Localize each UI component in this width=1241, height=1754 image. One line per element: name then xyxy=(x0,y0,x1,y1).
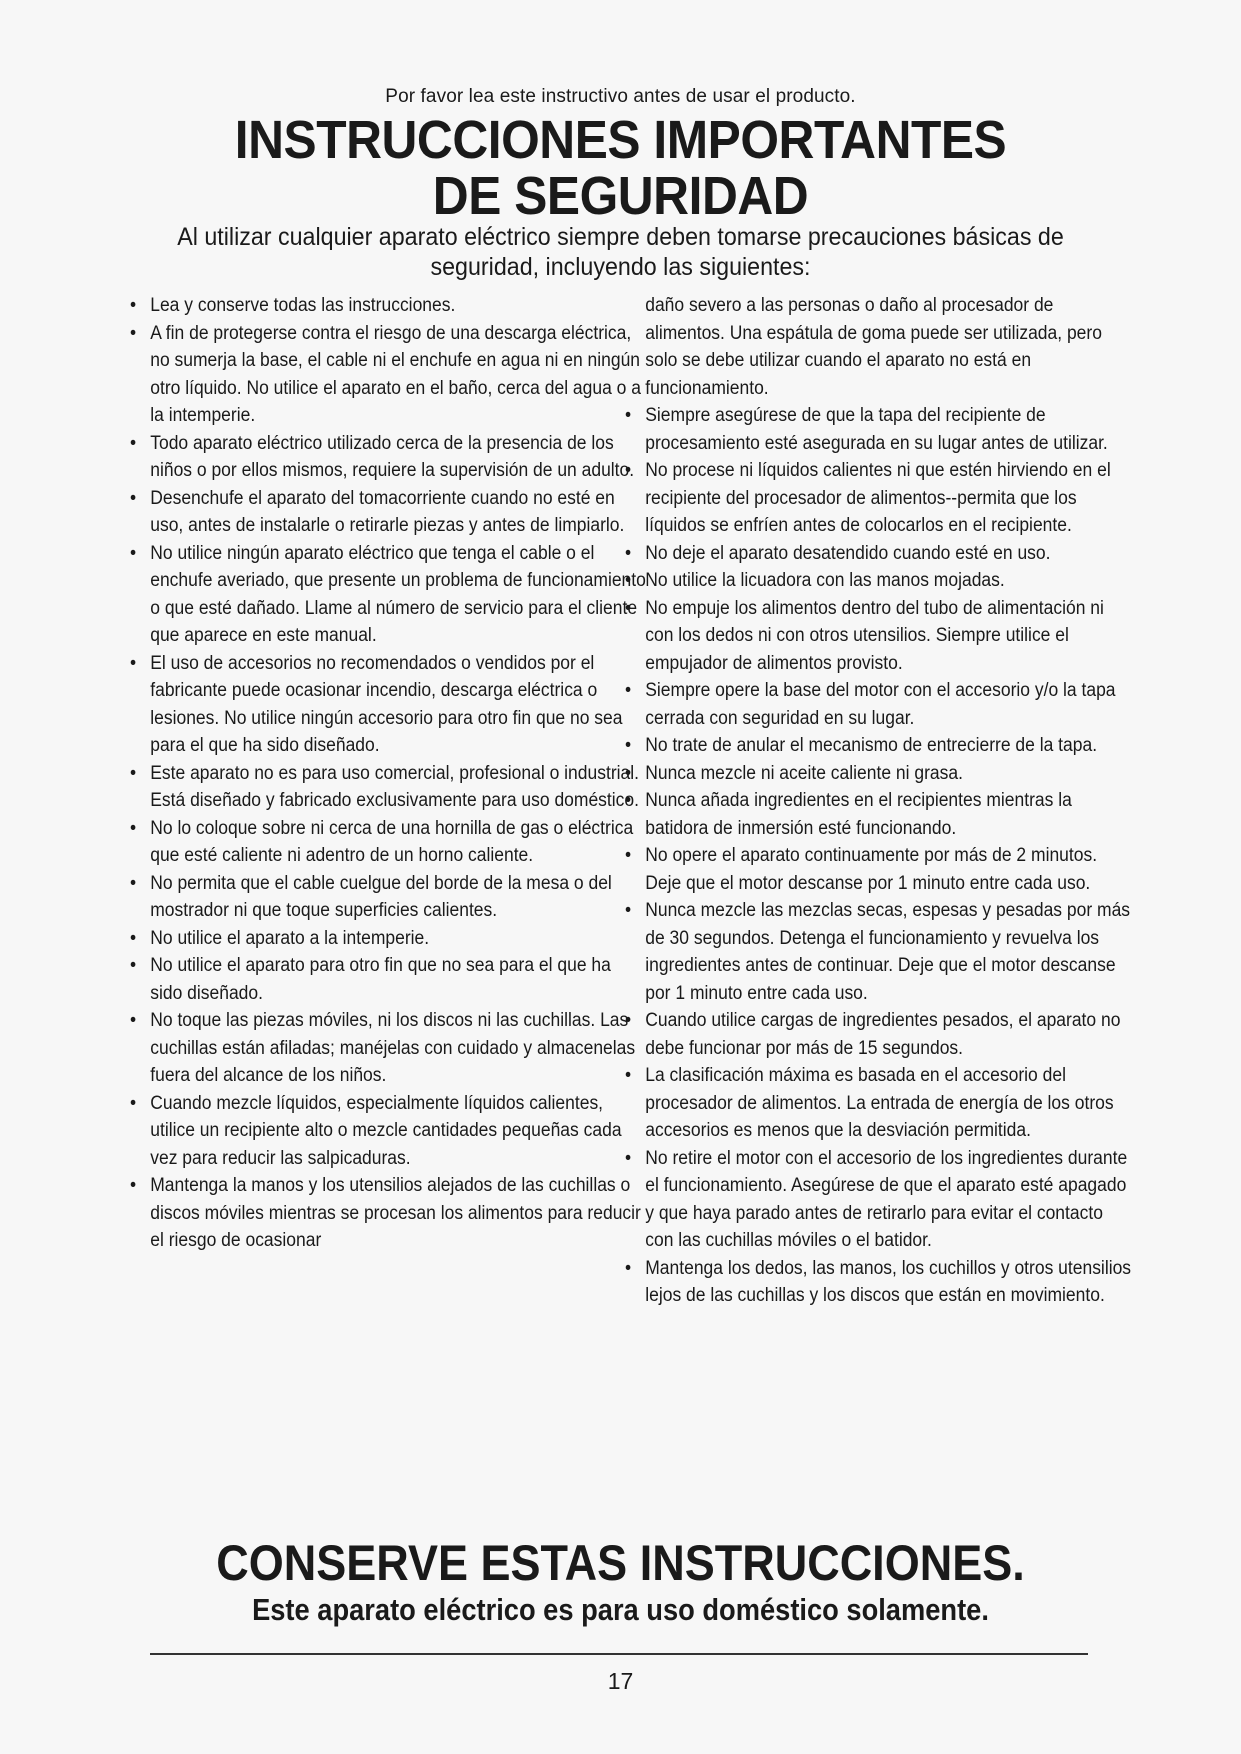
safety-item: • No trate de anular el mecanismo de entrecierre de la tapa. xyxy=(625,732,1134,760)
pre-title: Por favor lea este instructivo antes de usar el producto. xyxy=(385,86,856,107)
safety-item: • Todo aparato eléctrico utilizado cerca de la presencia de los niños o por ellos mismos, requiere la supervisión de un adulto. xyxy=(130,430,647,485)
right-column xyxy=(625,292,1132,1310)
safety-item: • No empuje los alimentos dentro del tubo de alimentación ni con los dedos ni con otros utensilios. Siempre utilice el empujador de alimentos provisto. xyxy=(625,595,1134,678)
safety-item: • No toque las piezas móviles, ni los discos ni las cuchillas. Las cuchillas están afiladas; manéjelas con cuidado y almacenelas fuera del alcance de los niños. xyxy=(130,1007,647,1090)
safety-item: • Nunca añada ingredientes en el recipientes mientras la batidora de inmersión esté funcionando. xyxy=(625,787,1134,842)
footer-divider xyxy=(150,1653,1088,1655)
safety-item: • No utilice el aparato a la intemperie. xyxy=(130,925,647,953)
safety-item-continuation: daño severo a las personas o daño al procesador de alimentos. Una espátula de goma puede ser utilizada, pero solo se debe utilizar cuando el aparato no está en funcionamiento. xyxy=(645,295,1102,399)
safety-item: • No opere el aparato continuamente por más de 2 minutos. Deje que el motor descanse por 1 minuto entre cada uso. xyxy=(625,842,1134,897)
safety-item: • Lea y conserve todas las instrucciones. xyxy=(130,292,647,320)
page-title xyxy=(50,112,1192,224)
safety-item: • No utilice la licuadora con las manos mojadas. xyxy=(625,567,1134,595)
safety-item: • Cuando mezcle líquidos, especialmente líquidos calientes, utilice un recipiente alto o mezcle cantidades pequeñas cada vez para reducir las salpicaduras. xyxy=(130,1090,647,1173)
safety-item: • No utilice ningún aparato eléctrico que tenga el cable o el enchufe averiado, que presente un problema de funcionamiento o que esté dañado. Llame al número de servicio para el cliente que aparece en este manual. xyxy=(130,540,647,650)
left-column xyxy=(130,292,646,1255)
safety-item: • No deje el aparato desatendido cuando esté en uso. xyxy=(625,540,1134,568)
footer-title: CONSERVE ESTAS INSTRUCCIONES. xyxy=(216,1535,1025,1591)
safety-item: • Desenchufe el aparato del tomacorriente cuando no esté en uso, antes de instalarle o retirarle piezas y antes de limpiarlo. xyxy=(130,485,647,540)
page-number: 17 xyxy=(607,1668,634,1694)
safety-item: • La clasificación máxima es basada en el accesorio del procesador de alimentos. La entrada de energía de los otros accesorios es menos que la desviación permitida. xyxy=(625,1062,1134,1145)
safety-item: • Cuando utilice cargas de ingredientes pesados, el aparato no debe funcionar por más de 15 segundos. xyxy=(625,1007,1134,1062)
intro-text: Al utilizar cualquier aparato eléctrico siempre deben tomarse precauciones básicas de seguridad, incluyendo las siguientes: xyxy=(177,223,1064,281)
safety-item: • Este aparato no es para uso comercial, profesional o industrial. Está diseñado y fabricado exclusivamente para uso doméstico. xyxy=(130,760,647,815)
safety-item: • No lo coloque sobre ni cerca de una hornilla de gas o eléctrica que esté caliente ni adentro de un horno caliente. xyxy=(130,815,647,870)
page-title-line-1: INSTRUCCIONES IMPORTANTES xyxy=(234,110,1007,170)
safety-item: • No utilice el aparato para otro fin que no sea para el que ha sido diseñado. xyxy=(130,952,647,1007)
safety-item: • El uso de accesorios no recomendados o vendidos por el fabricante puede ocasionar incendio, descarga eléctrica o lesiones. No utilice ningún accesorio para otro fin que no sea para el que ha sido diseñado. xyxy=(130,650,647,760)
safety-item: • No permita que el cable cuelgue del borde de la mesa o del mostrador ni que toque superficies calientes. xyxy=(130,870,647,925)
safety-item: • A fin de protegerse contra el riesgo de una descarga eléctrica, no sumerja la base, el cable ni el enchufe en agua ni en ningún otro líquido. No utilice el aparato en el baño, cerca del agua o a la intemperie. xyxy=(130,320,647,430)
safety-item: • Nunca mezcle las mezclas secas, espesas y pesadas por más de 30 segundos. Detenga el funcionamiento y revuelva los ingredientes antes de continuar. Deje que el motor descanse por 1 minuto entre cada uso. xyxy=(625,897,1134,1007)
safety-item: • No retire el motor con el accesorio de los ingredientes durante el funcionamiento. Asegúrese de que el aparato esté apagado y que haya parado antes de retirarlo para evitar el contacto con las cuchillas móviles o el batidor. xyxy=(625,1145,1134,1255)
safety-item: • Nunca mezcle ni aceite caliente ni grasa. xyxy=(625,760,1134,788)
safety-item: • No procese ni líquidos calientes ni que estén hirviendo en el recipiente del procesador de alimentos--permita que los líquidos se enfríen antes de colocarlos en el recipiente. xyxy=(625,457,1134,540)
safety-item: • Siempre asegúrese de que la tapa del recipiente de procesamiento esté asegurada en su lugar antes de utilizar. xyxy=(625,402,1134,457)
footer-subtitle: Este aparato eléctrico es para uso doméstico solamente. xyxy=(252,1592,989,1627)
safety-item: • Siempre opere la base del motor con el accesorio y/o la tapa cerrada con seguridad en su lugar. xyxy=(625,677,1134,732)
safety-item: • Mantenga la manos y los utensilios alejados de las cuchillas o discos móviles mientras se procesan los alimentos para reducir el riesgo de ocasionar xyxy=(130,1172,647,1255)
page-title-line-2: DE SEGURIDAD xyxy=(432,166,809,226)
safety-item: • Mantenga los dedos, las manos, los cuchillos y otros utensilios lejos de las cuchillas y los discos que están en movimiento. xyxy=(625,1255,1134,1310)
